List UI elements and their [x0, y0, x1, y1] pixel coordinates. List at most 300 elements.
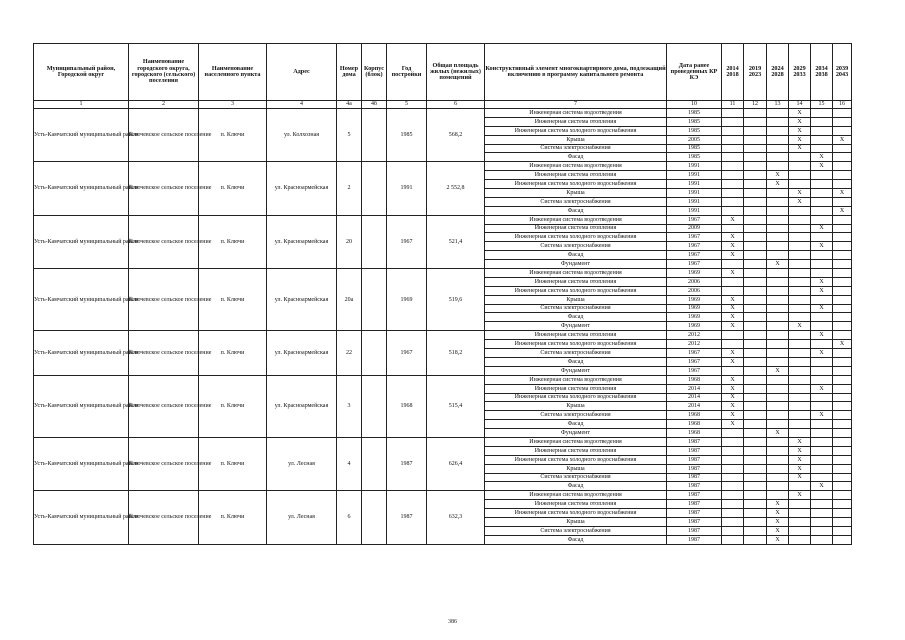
period-mark-cell [789, 295, 811, 304]
district-cell: Усть-Камчатский муниципальный район [34, 162, 129, 215]
block-cell [362, 109, 387, 162]
period-mark-cell [811, 171, 833, 180]
period-mark-cell [811, 535, 833, 544]
element-cell: Фундамент [485, 366, 667, 375]
period-mark-cell [833, 277, 852, 286]
element-cell: Инженерная система отопления [485, 117, 667, 126]
element-cell: Крыша [485, 464, 667, 473]
block-cell [362, 162, 387, 215]
column-header: Наименование городского округа, городского (сельского) поселения [129, 44, 199, 101]
build-year-cell: 1969 [387, 269, 427, 331]
period-mark-cell [833, 473, 852, 482]
period-mark-cell [811, 135, 833, 144]
period-mark-cell [833, 357, 852, 366]
table-row [34, 437, 852, 446]
period-mark-cell [811, 109, 833, 118]
period-mark-cell [744, 517, 767, 526]
period-mark-cell [744, 269, 767, 278]
period-mark-cell [833, 526, 852, 535]
period-mark-cell [722, 517, 744, 526]
repair-date-cell: 2014 [667, 393, 722, 402]
element-cell: Инженерная система отопления [485, 224, 667, 233]
repair-date-cell: 1985 [667, 117, 722, 126]
block-cell [362, 331, 387, 375]
area-cell: 518,2 [427, 331, 485, 375]
period-mark-cell [744, 206, 767, 215]
element-cell: Инженерная система холодного водоснабжения [485, 455, 667, 464]
period-mark-cell [789, 429, 811, 438]
column-header: 2019 2023 [744, 44, 767, 101]
period-mark-cell [811, 437, 833, 446]
period-mark-cell [767, 233, 789, 242]
period-mark-cell: X [722, 295, 744, 304]
column-header: Муниципальный район, Городской округ [34, 44, 129, 101]
period-mark-cell [811, 455, 833, 464]
column-header: Наименование населенного пункта [199, 44, 267, 101]
period-mark-cell [789, 233, 811, 242]
settlement-cell: Ключевское сельское поселение [129, 109, 199, 162]
element-cell: Фасад [485, 153, 667, 162]
repair-date-cell: 2006 [667, 286, 722, 295]
period-mark-cell: X [722, 304, 744, 313]
period-mark-cell [789, 526, 811, 535]
period-mark-cell: X [789, 491, 811, 500]
period-mark-cell [811, 464, 833, 473]
period-mark-cell [767, 153, 789, 162]
period-mark-cell [811, 357, 833, 366]
repair-date-cell: 1968 [667, 429, 722, 438]
period-mark-cell: X [722, 384, 744, 393]
period-mark-cell [833, 331, 852, 340]
period-mark-cell [767, 251, 789, 260]
repair-date-cell: 1967 [667, 357, 722, 366]
period-mark-cell: X [811, 349, 833, 358]
area-cell: 632,3 [427, 491, 485, 544]
period-mark-cell [744, 473, 767, 482]
element-cell: Фасад [485, 357, 667, 366]
period-mark-cell: X [722, 313, 744, 322]
period-mark-cell: X [722, 322, 744, 331]
period-mark-cell: X [789, 117, 811, 126]
period-mark-cell [722, 189, 744, 198]
district-cell: Усть-Камчатский муниципальный район [34, 331, 129, 375]
period-mark-cell [767, 135, 789, 144]
district-cell: Усть-Камчатский муниципальный район [34, 109, 129, 162]
build-year-cell: 1991 [387, 162, 427, 215]
period-mark-cell [767, 286, 789, 295]
build-year-cell: 1967 [387, 331, 427, 375]
house-number-cell: 6 [337, 491, 362, 544]
period-mark-cell: X [833, 340, 852, 349]
repair-date-cell: 1987 [667, 509, 722, 518]
period-mark-cell [789, 535, 811, 544]
repair-date-cell: 1991 [667, 171, 722, 180]
element-cell: Система электроснабжения [485, 411, 667, 420]
period-mark-cell [744, 153, 767, 162]
table-row [34, 215, 852, 224]
program-table-sheet [33, 43, 851, 545]
period-mark-cell: X [722, 242, 744, 251]
period-mark-cell: X [789, 446, 811, 455]
period-mark-cell [833, 126, 852, 135]
period-mark-cell [833, 260, 852, 269]
period-mark-cell [789, 180, 811, 189]
period-mark-cell [744, 535, 767, 544]
period-mark-cell [722, 482, 744, 491]
period-mark-cell [789, 206, 811, 215]
period-mark-cell [722, 197, 744, 206]
repair-date-cell: 1987 [667, 473, 722, 482]
period-mark-cell [833, 197, 852, 206]
period-mark-cell: X [767, 180, 789, 189]
settlement-cell: Ключевское сельское поселение [129, 269, 199, 331]
period-mark-cell: X [789, 189, 811, 198]
build-year-cell: 1987 [387, 437, 427, 490]
period-mark-cell [833, 162, 852, 171]
column-number: 7 [485, 101, 667, 109]
period-mark-cell: X [811, 482, 833, 491]
period-mark-cell [833, 322, 852, 331]
column-number: 1 [34, 101, 129, 109]
repair-date-cell: 1991 [667, 189, 722, 198]
table-row [34, 375, 852, 384]
period-mark-cell [722, 473, 744, 482]
repair-date-cell: 2006 [667, 277, 722, 286]
column-header: Год постройки [387, 44, 427, 101]
table-row [34, 109, 852, 118]
repair-date-cell: 1969 [667, 304, 722, 313]
period-mark-cell: X [811, 277, 833, 286]
period-mark-cell [767, 384, 789, 393]
element-cell: Инженерная система холодного водоснабжения [485, 509, 667, 518]
period-mark-cell [744, 526, 767, 535]
repair-date-cell: 1991 [667, 180, 722, 189]
period-mark-cell [833, 349, 852, 358]
period-mark-cell: X [722, 393, 744, 402]
period-mark-cell [833, 153, 852, 162]
period-mark-cell [789, 402, 811, 411]
repair-date-cell: 1967 [667, 242, 722, 251]
street-cell: ул. Лесная [267, 437, 337, 490]
element-cell: Инженерная система холодного водоснабжения [485, 286, 667, 295]
locality-cell: п. Ключи [199, 269, 267, 331]
street-cell: ул. Красноармейская [267, 269, 337, 331]
period-mark-cell [811, 500, 833, 509]
period-mark-cell [833, 304, 852, 313]
period-mark-cell [722, 526, 744, 535]
period-mark-cell [744, 286, 767, 295]
repair-date-cell: 1991 [667, 206, 722, 215]
period-mark-cell [722, 126, 744, 135]
period-mark-cell [811, 269, 833, 278]
period-mark-cell [833, 464, 852, 473]
column-number: 5 [387, 101, 427, 109]
period-mark-cell [767, 109, 789, 118]
element-cell: Крыша [485, 295, 667, 304]
period-mark-cell [789, 375, 811, 384]
period-mark-cell [789, 171, 811, 180]
period-mark-cell: X [767, 535, 789, 544]
period-mark-cell [767, 295, 789, 304]
period-mark-cell [722, 117, 744, 126]
period-mark-cell [789, 242, 811, 251]
period-mark-cell [833, 517, 852, 526]
period-mark-cell: X [833, 135, 852, 144]
period-mark-cell: X [789, 109, 811, 118]
period-mark-cell [811, 233, 833, 242]
column-number: 4а [337, 101, 362, 109]
element-cell: Фасад [485, 420, 667, 429]
element-cell: Система электроснабжения [485, 473, 667, 482]
period-mark-cell [767, 313, 789, 322]
period-mark-cell [722, 224, 744, 233]
period-mark-cell [722, 500, 744, 509]
period-mark-cell [744, 171, 767, 180]
column-number: 12 [744, 101, 767, 109]
period-mark-cell [744, 215, 767, 224]
period-mark-cell: X [722, 375, 744, 384]
column-number: 11 [722, 101, 744, 109]
element-cell: Фасад [485, 535, 667, 544]
period-mark-cell [789, 509, 811, 518]
settlement-cell: Ключевское сельское поселение [129, 162, 199, 215]
block-cell [362, 491, 387, 544]
period-mark-cell: X [811, 224, 833, 233]
settlement-cell: Ключевское сельское поселение [129, 375, 199, 437]
area-cell: 568,2 [427, 109, 485, 162]
period-mark-cell: X [722, 215, 744, 224]
period-mark-cell [833, 437, 852, 446]
element-cell: Система электроснабжения [485, 242, 667, 251]
street-cell: ул. Красноармейская [267, 162, 337, 215]
element-cell: Инженерная система холодного водоснабжения [485, 180, 667, 189]
period-mark-cell [744, 437, 767, 446]
period-mark-cell [722, 144, 744, 153]
element-cell: Инженерная система водоотведения [485, 269, 667, 278]
period-mark-cell [744, 162, 767, 171]
period-mark-cell: X [811, 153, 833, 162]
element-cell: Система электроснабжения [485, 349, 667, 358]
element-cell: Фасад [485, 251, 667, 260]
column-header: Дата ранее проведенных КР КЭ [667, 44, 722, 101]
period-mark-cell [789, 286, 811, 295]
period-mark-cell [744, 304, 767, 313]
period-mark-cell [789, 500, 811, 509]
block-cell [362, 269, 387, 331]
repair-date-cell: 1985 [667, 109, 722, 118]
period-mark-cell [833, 286, 852, 295]
element-cell: Фундамент [485, 260, 667, 269]
repair-date-cell: 1967 [667, 366, 722, 375]
table-row [34, 269, 852, 278]
house-number-cell: 2 [337, 162, 362, 215]
period-mark-cell [744, 109, 767, 118]
column-header: Номер дома [337, 44, 362, 101]
period-mark-cell [744, 144, 767, 153]
settlement-cell: Ключевское сельское поселение [129, 215, 199, 268]
street-cell: ул. Колхозная [267, 109, 337, 162]
street-cell: ул. Красноармейская [267, 215, 337, 268]
period-mark-cell [744, 482, 767, 491]
street-cell: ул. Красноармейская [267, 331, 337, 375]
period-mark-cell [833, 269, 852, 278]
period-mark-cell [744, 260, 767, 269]
period-mark-cell [789, 162, 811, 171]
capital-repair-program-table [33, 43, 852, 545]
period-mark-cell: X [811, 331, 833, 340]
element-cell: Система электроснабжения [485, 304, 667, 313]
period-mark-cell [722, 535, 744, 544]
element-cell: Система электроснабжения [485, 526, 667, 535]
period-mark-cell [833, 242, 852, 251]
house-number-cell: 5 [337, 109, 362, 162]
period-mark-cell [722, 277, 744, 286]
period-mark-cell: X [789, 197, 811, 206]
period-mark-cell [744, 331, 767, 340]
period-mark-cell [722, 260, 744, 269]
period-mark-cell [833, 420, 852, 429]
repair-date-cell: 1967 [667, 215, 722, 224]
element-cell: Инженерная система водоотведения [485, 491, 667, 500]
period-mark-cell [767, 322, 789, 331]
repair-date-cell: 2005 [667, 135, 722, 144]
period-mark-cell: X [722, 233, 744, 242]
period-mark-cell [833, 313, 852, 322]
column-header: 2034 2038 [811, 44, 833, 101]
period-mark-cell: X [722, 251, 744, 260]
repair-date-cell: 1985 [667, 153, 722, 162]
column-header: 2024 2028 [767, 44, 789, 101]
period-mark-cell [833, 384, 852, 393]
column-number: 2 [129, 101, 199, 109]
period-mark-cell [811, 117, 833, 126]
period-mark-cell: X [811, 304, 833, 313]
repair-date-cell: 1987 [667, 464, 722, 473]
period-mark-cell [744, 429, 767, 438]
period-mark-cell [744, 366, 767, 375]
period-mark-cell [833, 144, 852, 153]
period-mark-cell [789, 153, 811, 162]
period-mark-cell: X [811, 286, 833, 295]
column-number: 14 [789, 101, 811, 109]
district-cell: Усть-Камчатский муниципальный район [34, 437, 129, 490]
element-cell: Инженерная система отопления [485, 446, 667, 455]
period-mark-cell [833, 215, 852, 224]
period-mark-cell [833, 411, 852, 420]
element-cell: Фасад [485, 313, 667, 322]
period-mark-cell [811, 251, 833, 260]
column-header: Адрес [267, 44, 337, 101]
district-cell: Усть-Камчатский муниципальный район [34, 375, 129, 437]
repair-date-cell: 2014 [667, 384, 722, 393]
period-mark-cell [789, 420, 811, 429]
period-mark-cell [811, 446, 833, 455]
period-mark-cell [767, 144, 789, 153]
repair-date-cell: 1987 [667, 517, 722, 526]
repair-date-cell: 2012 [667, 340, 722, 349]
period-mark-cell [767, 455, 789, 464]
period-mark-cell [833, 233, 852, 242]
period-mark-cell [789, 366, 811, 375]
house-number-cell: 22 [337, 331, 362, 375]
period-mark-cell [811, 340, 833, 349]
element-cell: Крыша [485, 135, 667, 144]
period-mark-cell [744, 402, 767, 411]
period-mark-cell [767, 277, 789, 286]
period-mark-cell [811, 215, 833, 224]
period-mark-cell [767, 411, 789, 420]
locality-cell: п. Ключи [199, 109, 267, 162]
house-number-cell: 20а [337, 269, 362, 331]
period-mark-cell [722, 446, 744, 455]
period-mark-cell [767, 126, 789, 135]
column-number: 3 [199, 101, 267, 109]
period-mark-cell: X [811, 242, 833, 251]
period-mark-cell [789, 517, 811, 526]
repair-date-cell: 1987 [667, 535, 722, 544]
build-year-cell: 1985 [387, 109, 427, 162]
period-mark-cell [767, 482, 789, 491]
element-cell: Фасад [485, 206, 667, 215]
period-mark-cell [744, 295, 767, 304]
repair-date-cell: 1991 [667, 197, 722, 206]
column-header: Общая площадь жилых (нежилых) помещений [427, 44, 485, 101]
period-mark-cell [744, 357, 767, 366]
period-mark-cell: X [722, 402, 744, 411]
period-mark-cell [744, 375, 767, 384]
period-mark-cell [744, 491, 767, 500]
element-cell: Инженерная система холодного водоснабжения [485, 233, 667, 242]
element-cell: Система электроснабжения [485, 144, 667, 153]
period-mark-cell [811, 517, 833, 526]
locality-cell: п. Ключи [199, 331, 267, 375]
period-mark-cell [833, 295, 852, 304]
period-mark-cell: X [722, 357, 744, 366]
block-cell [362, 437, 387, 490]
period-mark-cell [767, 189, 789, 198]
period-mark-cell [767, 215, 789, 224]
element-cell: Инженерная система холодного водоснабжения [485, 126, 667, 135]
period-mark-cell [744, 224, 767, 233]
element-cell: Инженерная система холодного водоснабжения [485, 393, 667, 402]
area-cell: 521,4 [427, 215, 485, 268]
period-mark-cell [833, 429, 852, 438]
period-mark-cell [833, 482, 852, 491]
area-cell: 2 552,8 [427, 162, 485, 215]
locality-cell: п. Ключи [199, 437, 267, 490]
period-mark-cell [722, 331, 744, 340]
build-year-cell: 1987 [387, 491, 427, 544]
period-mark-cell [767, 206, 789, 215]
column-header: Конструктивный элемент многоквартирного дома, подлежащий включению в программу капитального ремонта [485, 44, 667, 101]
period-mark-cell: X [789, 437, 811, 446]
period-mark-cell [722, 464, 744, 473]
period-mark-cell [833, 509, 852, 518]
period-mark-cell [744, 500, 767, 509]
period-mark-cell [767, 446, 789, 455]
period-mark-cell [744, 242, 767, 251]
period-mark-cell [744, 464, 767, 473]
period-mark-cell [833, 251, 852, 260]
district-cell: Усть-Камчатский муниципальный район [34, 269, 129, 331]
period-mark-cell [744, 189, 767, 198]
repair-date-cell: 1987 [667, 446, 722, 455]
period-mark-cell [767, 331, 789, 340]
period-mark-cell: X [722, 269, 744, 278]
period-mark-cell [722, 366, 744, 375]
element-cell: Крыша [485, 402, 667, 411]
repair-date-cell: 1987 [667, 437, 722, 446]
